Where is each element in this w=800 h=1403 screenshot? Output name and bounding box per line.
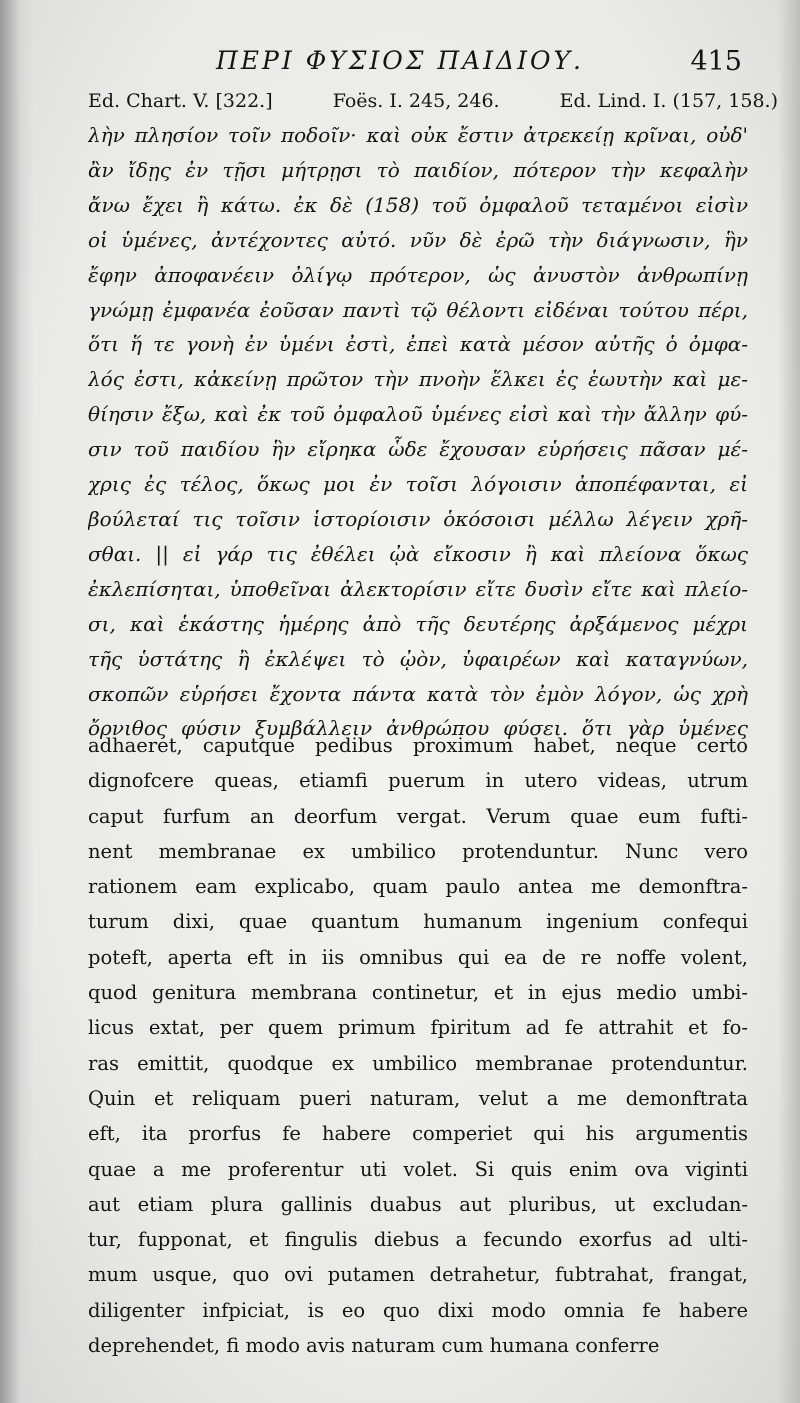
page-number: 415 (690, 46, 742, 77)
greek-line: γνώμῃ ἐμφανέα ἐοῦσαν παντὶ τῷ θέλοντι εἰδέναι τούτου πέρι, (88, 297, 748, 322)
greek-line: οἱ ὑμένες, ἀντέχοντες αὐτό. νῦν δὲ ἐρῶ τὴν διάγνωσιν, ἣν (88, 227, 748, 252)
latin-line: tur, fupponat, et fingulis diebus a fecundo exorfus ad ulti- (88, 1228, 748, 1252)
chartier-reference: Ed. Chart. V. [322.] (88, 90, 273, 112)
latin-line: rationem eam explicabo, quam paulo antea me demonftra- (88, 875, 748, 899)
greek-line: ἔφην ἀποφανέειν ὀλίγῳ πρότερον, ὡς ἀνυστὸν ἀνθρωπίνῃ (88, 262, 748, 287)
latin-line: eft, ita prorfus fe habere comperiet qui his argumentis (88, 1122, 748, 1146)
latin-line: nent membranae ex umbilico protenduntur. Nunc vero (88, 839, 748, 863)
greek-line: χρις ἐς τέλος, ὅκως μοι ἐν τοῖσι λόγοισιν ἀποπέφανται, εἰ (88, 472, 748, 497)
latin-line: licus extat, per quem primum fpiritum ad fe attrahit et fo- (88, 1016, 748, 1040)
greek-line: σκοπῶν εὑρήσει ἔχοντα πάντα κατὰ τὸν ἐμὸν λόγον, ὡς χρὴ (88, 681, 748, 706)
latin-line: mum usque, quo ovi putamen detrahetur, fubtrahat, frangat, (88, 1263, 748, 1287)
latin-line: Quin et reliquam pueri naturam, velut a me demonftrata (88, 1086, 748, 1110)
latin-line: diligenter infpiciat, is eo quo dixi modo omnia fe habere (88, 1298, 748, 1322)
latin-line: quae a me proferentur uti volet. Si quis enim ova viginti (88, 1157, 748, 1181)
greek-line: ἂν ἴδῃς ἐν τῇσι μήτρῃσι τὸ παιδίον, πότερον τὴν κεφαλὴν (88, 157, 748, 182)
greek-line: ἄνω ἔχει ἢ κάτω. ἐκ δὲ (158) τοῦ ὀμφαλοῦ τεταμένοι εἰσὶν (88, 192, 748, 217)
greek-line: τῆς ὑστάτης ἢ ἐκλέψει τὸ ᾠὸν, ὑφαιρέων καὶ καταγνύων, (88, 646, 748, 671)
greek-line: ὅτι ἥ τε γονὴ ἐν ὑμένι ἐστὶ, ἐπεὶ κατὰ μέσον αὐτῆς ὁ ὀμφα- (88, 332, 748, 357)
greek-line: λός ἐστι, κἀκείνῃ πρῶτον τὴν πνοὴν ἕλκει ἐς ἑωυτὴν καὶ με- (88, 367, 748, 392)
greek-line: σι, καὶ ἑκάστης ἡμέρης ἀπὸ τῆς δευτέρης ἀρξάμενος μέχρι (88, 611, 748, 636)
latin-line: turum dixi, quae quantum humanum ingenium confequi (88, 910, 748, 934)
latin-line: aut etiam plura gallinis duabus aut pluribus, ut excludan- (88, 1192, 748, 1216)
greek-text-block (88, 118, 748, 746)
latin-line: deprehendet, fi modo avis naturam cum humana conferre (88, 1334, 660, 1358)
greek-line: ὄρνιθος φύσιν ξυμβάλλειν ἀνθρώπου φύσει. ὅτι γὰρ ὑμένες (88, 716, 748, 741)
greek-line: βούλεταί τις τοῖσιν ἱστορίοισιν ὁκόσοισι μέλλω λέγειν χρῆ- (88, 506, 748, 531)
edition-references (88, 90, 778, 112)
latin-line: quod genitura membrana continetur, et in ejus medio umbi- (88, 981, 748, 1005)
greek-line: ἐκλεπίσηται, ὑποθεῖναι ἀλεκτορίσιν εἴτε δυσὶν εἴτε καὶ πλείο- (88, 576, 748, 601)
running-head: ΠΕΡΙ ΦΥΣΙΟΣ ΠΑΙΔΙΟΥ. (216, 46, 584, 75)
latin-line: adhaeret, caputque pedibus proximum habet, neque certo (88, 734, 748, 757)
page-edge-shadow (778, 0, 800, 1403)
greek-line: λὴν πλησίον τοῖν ποδοῖν· καὶ οὐκ ἔστιν ἀτρεκείῃ κρῖναι, οὐδ' (88, 123, 748, 147)
page-gutter-shadow (0, 0, 34, 1403)
lind-reference: Ed. Lind. I. (157, 158.) (559, 90, 778, 112)
latin-text-block (88, 728, 748, 1363)
latin-line: poteft, aperta eft in iis omnibus qui ea de re noffe volent, (88, 945, 748, 969)
greek-line: θίησιν ἔξω, καὶ ἐκ τοῦ ὀμφαλοῦ ὑμένες εἰσὶ καὶ τὴν ἄλλην φύ- (88, 402, 748, 427)
latin-line: ras emittit, quodque ex umbilico membranae protenduntur. (88, 1051, 748, 1075)
greek-line: σθαι. || εἰ γάρ τις ἐθέλει ᾠὰ εἴκοσιν ἢ καὶ πλείονα ὅκως (88, 541, 748, 566)
latin-line: caput furfum an deorfum vergat. Verum quae eum fufti- (88, 804, 748, 828)
greek-line: σιν τοῦ παιδίου ἣν εἴρηκα ὧδε ἔχουσαν εὑρήσεις πᾶσαν μέ- (88, 437, 748, 462)
foes-reference: Foës. I. 245, 246. (332, 90, 500, 112)
latin-line: dignofcere queas, etiamfi puerum in utero videas, utrum (88, 769, 748, 793)
